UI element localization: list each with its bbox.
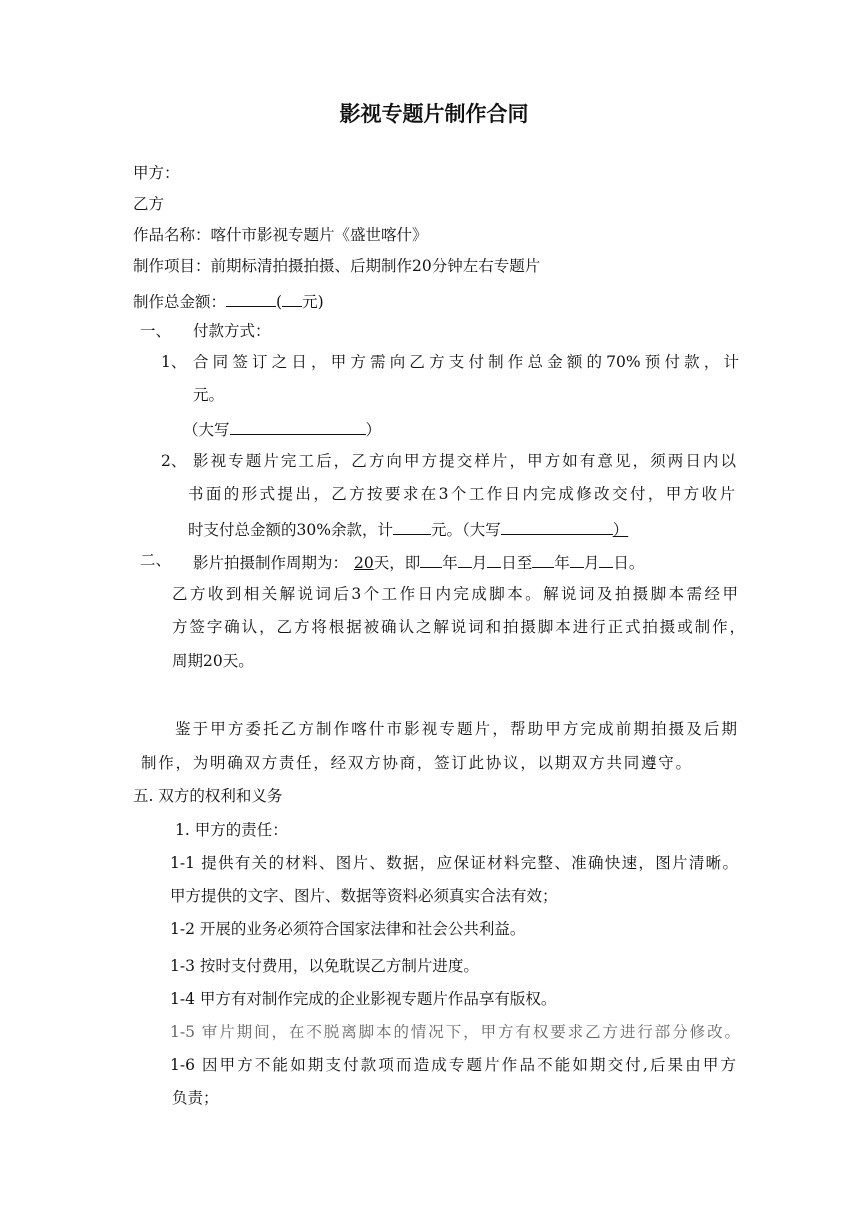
total-amount-suffix: 元) xyxy=(302,293,324,311)
balance-capital-close: ） xyxy=(612,521,629,539)
end-day-blank xyxy=(599,550,613,568)
script-para-line-2: 方签字确认，乙方将根据被确认之解说词和拍摄脚本进行正式拍摄或制作， xyxy=(172,618,745,636)
document-title: 影视专题片制作合同 xyxy=(339,102,529,126)
start-month-label: 月 xyxy=(471,554,488,572)
start-day-blank xyxy=(487,550,501,568)
party-a-duties-title: 1. 甲方的责任： xyxy=(175,821,288,839)
end-month-blank xyxy=(570,550,584,568)
section-5-title: 五. 双方的权利和义务 xyxy=(133,787,283,805)
party-a: 甲方： xyxy=(133,164,180,182)
intro-line-1: 鉴于甲方委托乙方制作喀什市影视专题片，帮助甲方完成前期拍摄及后期 xyxy=(175,720,737,738)
total-amount-paren: ( xyxy=(276,293,283,311)
balance-capital-blank xyxy=(501,517,613,535)
start-month-blank xyxy=(458,550,472,568)
script-para-line-3: 周期20天。 xyxy=(172,652,254,670)
duty-1-3: 1-3 按时支付费用，以免耽误乙方制片进度。 xyxy=(170,957,479,975)
capital-blank xyxy=(230,417,366,435)
duty-1-5: 1-5 审片期间，在不脱离脚本的情况下，甲方有权要求乙方进行部分修改。 xyxy=(170,1023,740,1041)
end-year-label: 年 xyxy=(554,554,570,572)
start-year-label: 年 xyxy=(442,554,458,572)
clause-2-number: 2、 xyxy=(161,452,187,470)
script-para-line-1: 乙方收到相关解说词后3个工作日内完成脚本。解说词及拍摄脚本需经甲 xyxy=(172,585,738,603)
duty-1-6-line-2: 负责； xyxy=(172,1089,219,1107)
capital-open: （大写 xyxy=(183,421,230,439)
period-label: 影片拍摄制作周期为： xyxy=(193,554,349,572)
section-1-title: 付款方式： xyxy=(193,322,271,340)
balance-capital-open: 元。（大写 xyxy=(430,521,501,539)
clause-2-line-1: 影视专题片完工后，乙方向甲方提交样片，甲方如有意见，须两日内以 xyxy=(193,452,736,470)
total-amount-blank xyxy=(226,289,276,307)
period-text: 天，即 xyxy=(373,554,421,572)
work-name: 作品名称：喀什市影视专题片《盛世喀什》 xyxy=(133,226,428,244)
section-2-number: 二、 xyxy=(140,551,172,569)
duty-1-4: 1-4 甲方有对制作完成的企业影视专题片作品享有版权。 xyxy=(170,990,557,1008)
clause-2-line-2: 书面的形式提出，乙方按要求在3个工作日内完成修改交付，甲方收片 xyxy=(188,485,735,503)
period-days: 20 xyxy=(354,554,374,572)
total-amount-prefix: 制作总金额： xyxy=(133,293,227,311)
clause-1-number: 1、 xyxy=(161,353,187,371)
end-month-label: 月 xyxy=(583,554,600,572)
start-day-label: 日至 xyxy=(501,554,533,572)
end-year-blank xyxy=(532,550,554,568)
clause-1-line-1: 合同签订之日，甲方需向乙方支付制作总金额的70%预付款，计 xyxy=(193,353,739,371)
total-amount-yuan-blank xyxy=(282,289,302,307)
production-project: 制作项目：前期标清拍摄拍摄、后期制作20分钟左右专题片 xyxy=(133,257,541,275)
duty-1-2: 1-2 开展的业务必须符合国家法律和社会公共利益。 xyxy=(170,920,526,938)
duty-1-1-line-2: 甲方提供的文字、图片、数据等资料必须真实合法有效； xyxy=(170,887,558,905)
total-amount xyxy=(133,289,324,312)
section-1-number: 一、 xyxy=(140,322,172,340)
duty-1-6-line-1: 1-6 因甲方不能如期支付款项而造成专题片作品不能如期交付,后果由甲方 xyxy=(170,1056,736,1074)
balance-amount-blank xyxy=(393,517,431,535)
party-b: 乙方 xyxy=(133,195,165,213)
duty-1-1-line-1: 1-1 提供有关的材料、图片、数据，应保证材料完整、准确快速，图片清晰。 xyxy=(170,854,738,872)
clause-1-line-2: 元。 xyxy=(193,386,225,404)
intro-line-2: 制作，为明确双方责任，经双方协商，签订此协议，以期双方共同遵守。 xyxy=(141,754,691,772)
start-year-blank xyxy=(420,550,442,568)
clause-1-capital xyxy=(183,417,381,440)
end-day-label: 日。 xyxy=(613,554,645,572)
capital-close: ） xyxy=(365,421,382,439)
section-2-period xyxy=(193,550,644,573)
clause-2-line-3 xyxy=(188,517,628,540)
balance-text: 时支付总金额的30%余款，计 xyxy=(188,521,393,539)
